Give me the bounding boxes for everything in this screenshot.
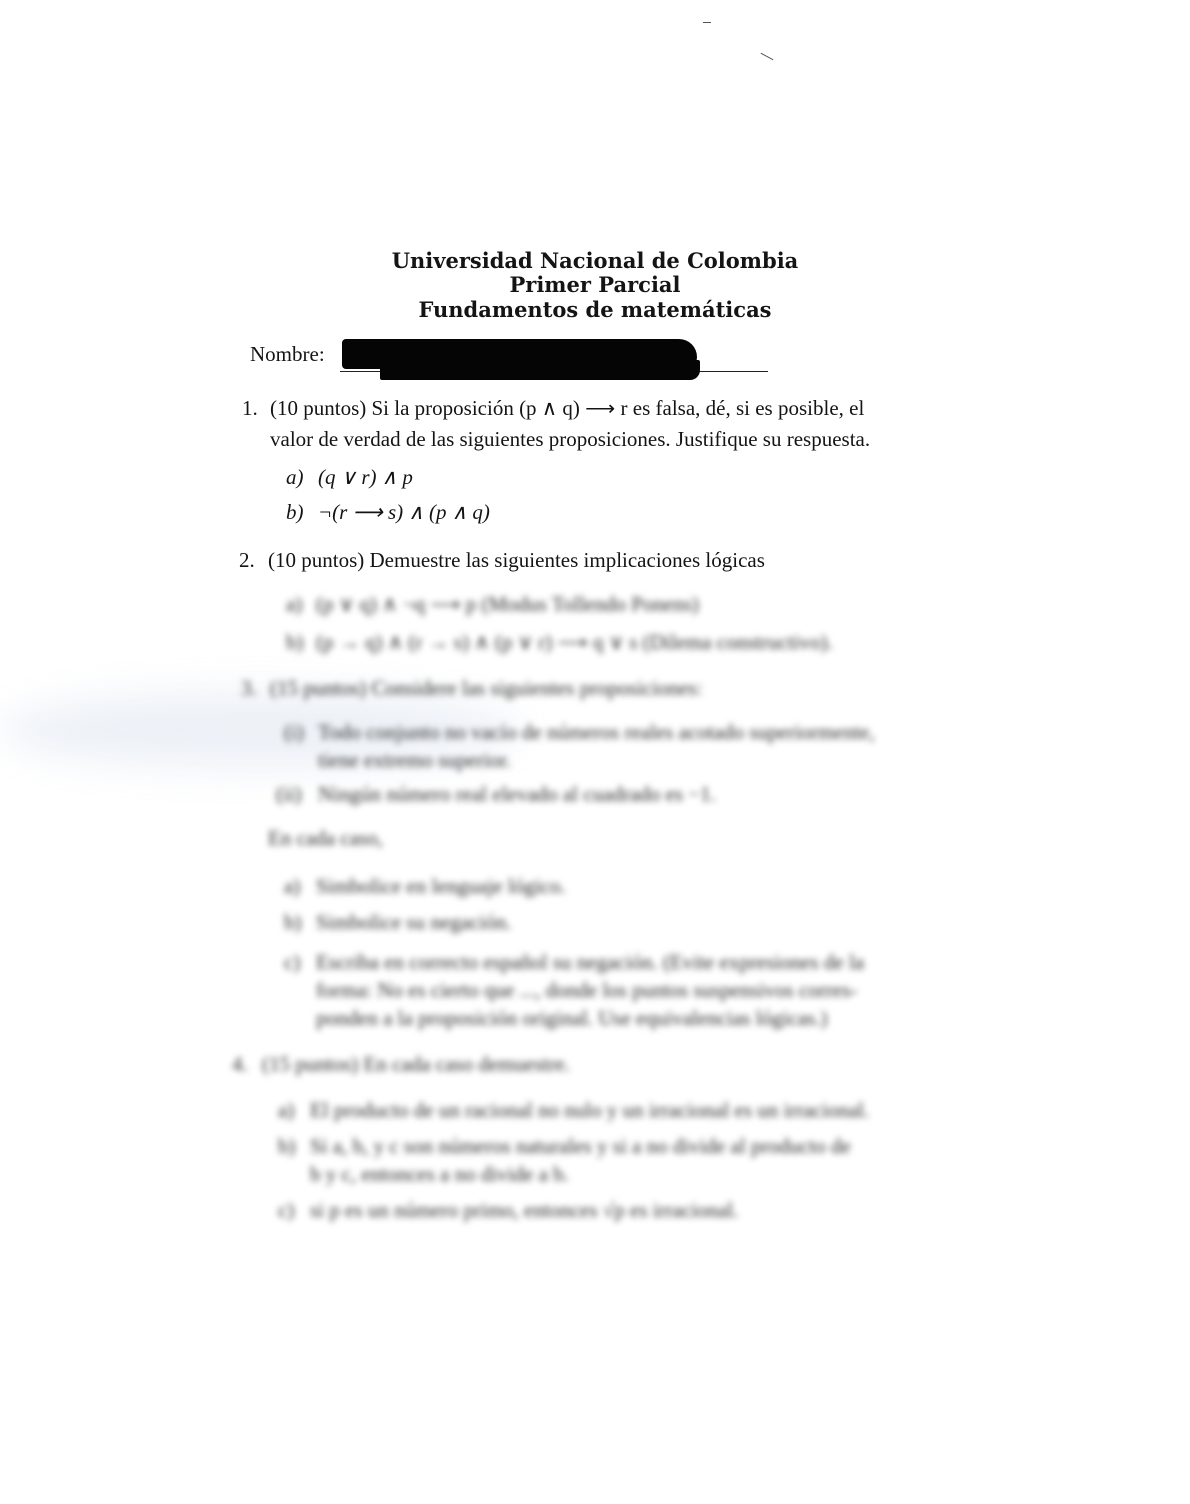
q3-each: En cada caso, bbox=[268, 826, 383, 850]
q1-item-a-label: a) bbox=[286, 465, 304, 489]
q3-item-i-text: Todo conjunto no vacío de números reales acotado superiormente, bbox=[318, 720, 875, 744]
q3-sub-c-cont1: forma: No es cierto que ..., donde los puntos suspensivos corres- bbox=[316, 978, 858, 1002]
q4-number: 4. bbox=[232, 1052, 248, 1076]
q3-sub-a-text: Simbolice en lenguaje lógico. bbox=[316, 874, 566, 898]
q3-item-i-label: (i) bbox=[284, 720, 304, 744]
q3-item-ii-label: (ii) bbox=[276, 782, 302, 806]
q4-item-b-label: b) bbox=[278, 1134, 296, 1158]
q2-number: 2. bbox=[239, 548, 255, 572]
q2-item-b-label: b) bbox=[286, 630, 304, 654]
q1-line2: valor de verdad de las siguientes proposiciones. Justifique su respuesta. bbox=[270, 427, 871, 451]
q3-item-i-cont: tiene extremo superior. bbox=[318, 748, 512, 772]
q2-item-b-text: (p → q) ∧ (r → s) ∧ (p ∨ r) ⟶ q ∨ s (Dilema constructivo). bbox=[316, 630, 833, 654]
q3-sub-c-label: c) bbox=[284, 950, 301, 974]
q4-item-a-label: a) bbox=[278, 1098, 295, 1122]
q1-number: 1. bbox=[242, 396, 258, 420]
q3-item-ii-text: Ningún número real elevado al cuadrado es −1. bbox=[318, 782, 716, 806]
q3-sub-a-label: a) bbox=[284, 874, 301, 898]
university-title: Universidad Nacional de Colombia bbox=[391, 248, 799, 273]
q4-item-c-label: c) bbox=[278, 1198, 295, 1222]
q4-item-c-text: si p es un número primo, entonces √p es irracional. bbox=[310, 1198, 739, 1222]
q4-item-b-cont: b y c, entonces a no divide a b. bbox=[310, 1162, 569, 1186]
course-title: Fundamentos de matemáticas bbox=[418, 297, 772, 322]
q3-number: 3. bbox=[241, 676, 257, 700]
q3-sub-c-text: Escriba en correcto español su negación. (Evite expresiones de la bbox=[316, 950, 865, 974]
q3-sub-c-cont2: ponden a la proposición original. Use equivalencias lógicas.) bbox=[316, 1006, 828, 1030]
q3-text: (15 puntos) Considere las siguientes proposiciones: bbox=[270, 676, 703, 700]
name-label: Nombre: bbox=[250, 342, 325, 366]
q2-text: (10 puntos) Demuestre las siguientes implicaciones lógicas bbox=[268, 548, 765, 572]
q4-text: (15 puntos) En cada caso demuestre. bbox=[262, 1052, 570, 1076]
scan-speck bbox=[703, 22, 711, 23]
q4-item-a-text: El producto de un racional no nulo y un irracional es un irracional. bbox=[310, 1098, 870, 1122]
q1-line1: (10 puntos) Si la proposición (p ∧ q) ⟶ r es falsa, dé, si es posible, el bbox=[270, 396, 865, 420]
q4-item-b-text: Si a, b, y c son números naturales y si a no divide al producto de bbox=[310, 1134, 851, 1158]
q1-item-b-label: b) bbox=[286, 500, 304, 524]
exam-title: Primer Parcial bbox=[509, 272, 681, 297]
q2-item-a-text: (p ∨ q) ∧ ¬q ⟶ p (Modus Tollendo Ponens) bbox=[316, 592, 699, 616]
scan-speck bbox=[761, 53, 774, 60]
q1-item-a-expr: (q ∨ r) ∧ p bbox=[318, 465, 413, 489]
q3-sub-b-label: b) bbox=[284, 910, 302, 934]
q2-item-a-label: a) bbox=[286, 592, 303, 616]
q1-item-b-expr: ¬(r ⟶ s) ∧ (p ∧ q) bbox=[318, 500, 490, 524]
q3-sub-b-text: Simbolice su negación. bbox=[316, 910, 512, 934]
